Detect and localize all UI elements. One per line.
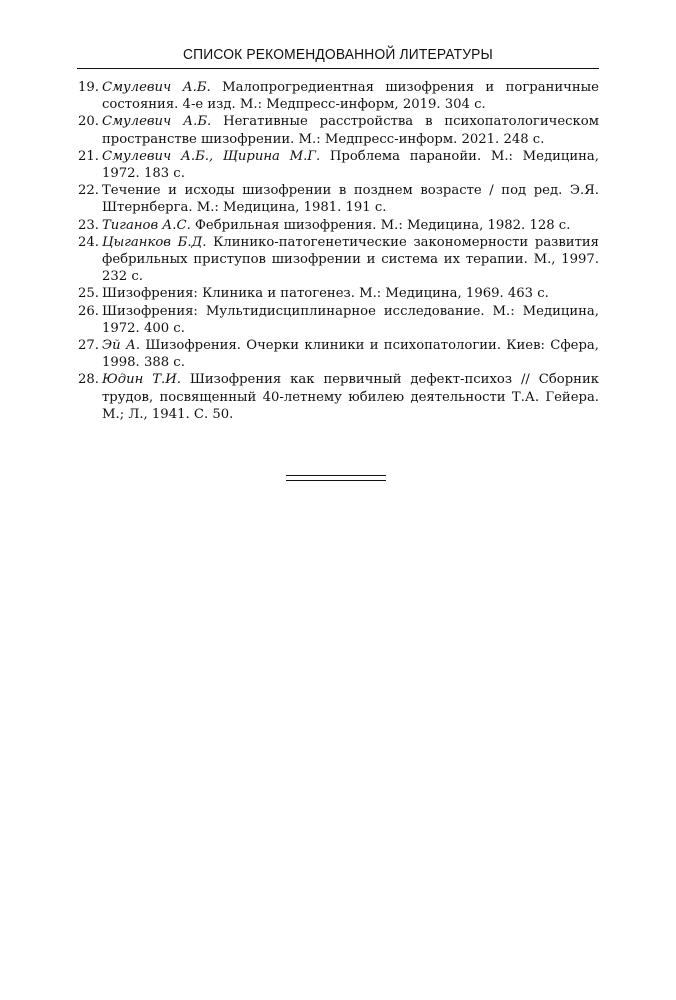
reference-body: Шизофрения. Очерки клиники и психопатологии. Киев: Сфера, 1998. 388 с. [102, 338, 599, 371]
reference-number: 24. [78, 234, 99, 250]
reference-body: Шизофрения: Мультидисциплинарное исследование. М.: Медицина, 1972. 400 с. [102, 303, 599, 336]
reference-text [100, 234, 599, 286]
reference-number: 21. [78, 148, 99, 164]
reference-author: Тиганов А.С. [102, 217, 191, 233]
reference-item-24 [77, 234, 599, 286]
reference-body: Течение и исходы шизофрении в позднем возрасте / под ред. Э.Я. Штернберга. М.: Медицина, 1981. 191 с. [102, 183, 599, 216]
reference-author: Цыганков Б.Д. [102, 234, 207, 250]
reference-item-19 [77, 79, 599, 113]
reference-body: Негативные расстройства в психопатологическом пространстве шизофрении. М.: Медпресс-информ. 2021. 248 с. [102, 114, 599, 147]
reference-author: Эй А. [102, 338, 141, 354]
reference-number: 26. [78, 303, 99, 319]
reference-number: 19. [78, 80, 99, 95]
end-double-rule [286, 475, 386, 481]
header-rule [77, 68, 599, 69]
reference-text [100, 371, 599, 423]
reference-number: 28. [78, 372, 99, 388]
reference-item-25 [77, 285, 599, 302]
reference-body: Малопрогредиентная шизофрения и пограничные состояния. 4-е изд. М.: Медпресс-информ, 2019. 304 с. [102, 80, 599, 113]
reference-body: Шизофрения: Клиника и патогенез. М.: Медицина, 1969. 463 с. [102, 286, 549, 302]
reference-text [100, 285, 599, 302]
reference-body: Шизофрения как первичный дефект-психоз // Сборник трудов, посвященный 40-летнему юбилею деятельности Т.А. Гейера. М.; Л., 1941. С. 50. [102, 372, 599, 422]
reference-text [100, 217, 599, 234]
reference-author: Смулевич А.Б., Щирина М.Г. [102, 148, 321, 164]
reference-number: 27. [78, 338, 99, 354]
reference-text [100, 303, 599, 337]
reference-number: 25. [78, 286, 99, 302]
reference-body: Клинико-патогенетические закономерности развития фебрильных приступов шизофрении и система их терапии. М., 1997. 232 с. [102, 234, 599, 285]
reference-text [100, 182, 599, 216]
reference-item-23 [77, 217, 599, 234]
reference-list [77, 79, 599, 423]
reference-number: 22. [78, 183, 99, 199]
reference-item-21 [77, 148, 599, 182]
reference-body: Фебрильная шизофрения. М.: Медицина, 1982. 128 с. [190, 217, 571, 233]
reference-item-27 [77, 337, 599, 371]
reference-item-26 [77, 303, 599, 337]
reference-author: Юдин Т.И. [102, 372, 181, 388]
reference-text [100, 113, 599, 147]
reference-author: Смулевич А.Б. [102, 114, 212, 130]
reference-item-28 [77, 371, 599, 423]
reference-number: 23. [78, 217, 99, 233]
reference-item-20 [77, 113, 599, 147]
reference-number: 20. [78, 114, 99, 130]
page-header-title: СПИСОК РЕКОМЕНДОВАННОЙ ЛИТЕРАТУРЫ [183, 46, 493, 63]
reference-text [100, 337, 599, 371]
reference-author: Смулевич А.Б. [102, 80, 211, 95]
reference-item-22 [77, 182, 599, 216]
reference-text [100, 148, 599, 182]
reference-text [100, 79, 599, 113]
reference-body: Проблема паранойи. М.: Медицина, 1972. 183 с. [102, 148, 599, 182]
